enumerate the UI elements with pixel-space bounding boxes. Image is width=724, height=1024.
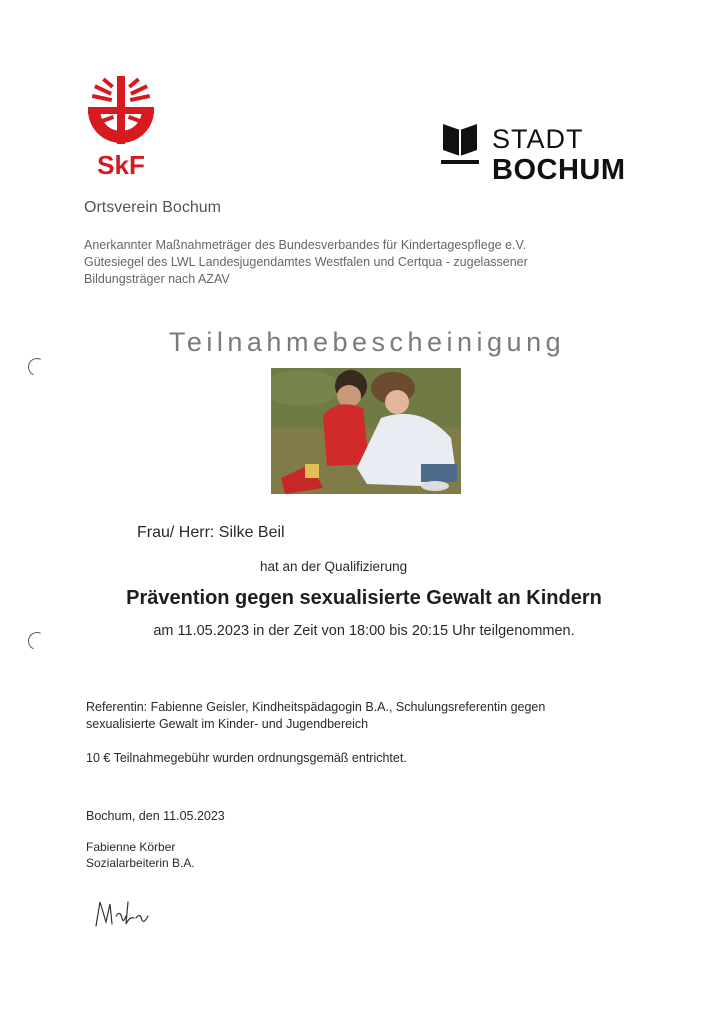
qualification-intro: hat an der Qualifizierung	[260, 559, 408, 574]
participation-date-line: am 11.05.2023 in der Zeit von 18:00 bis 20:15 Uhr teilgenommen.	[153, 623, 575, 639]
handwritten-signature	[92, 894, 152, 934]
stadt-text: STADT	[492, 124, 584, 154]
referent-line: sexualisierte Gewalt im Kinder- und Jugendbereich	[86, 717, 369, 731]
book-icon	[440, 120, 480, 166]
referent-line: Referentin: Fabienne Geisler, Kindheitspädagogin B.A., Schulungsreferentin gegen	[86, 700, 546, 714]
fee-note: 10 € Teilnahmegebühr wurden ordnungsgemäß entrichtet.	[86, 751, 407, 765]
participant-line: Frau/ Herr: Silke Beil	[137, 524, 285, 541]
skf-emblem-icon	[82, 74, 160, 148]
stadt-bochum-logo	[440, 118, 650, 188]
organization-claim-line: Gütesiegel des LWL Landesjugendamtes Westfalen und Certqua - zugelassener	[84, 255, 528, 269]
children-playing-photo	[271, 368, 461, 494]
organization-claim-line: Anerkannter Maßnahmeträger des Bundesverbandes für Kindertagespflege e.V.	[84, 238, 527, 252]
punch-hole-top	[25, 355, 48, 378]
place-date: Bochum, den 11.05.2023	[86, 809, 225, 823]
certificate-title: Teilnahmebescheinigung	[168, 327, 566, 357]
skf-logo-text: SkF	[97, 150, 145, 180]
organization-claim-line: Bildungsträger nach AZAV	[84, 272, 230, 286]
bochum-text: BOCHUM	[492, 154, 626, 186]
signer-name: Fabienne Körber	[86, 840, 176, 854]
course-title: Prävention gegen sexualisierte Gewalt an Kindern	[126, 587, 602, 609]
organization-name: Ortsverein Bochum	[84, 199, 221, 216]
skf-logo	[82, 74, 160, 178]
signer-role: Sozialarbeiterin B.A.	[86, 856, 195, 870]
